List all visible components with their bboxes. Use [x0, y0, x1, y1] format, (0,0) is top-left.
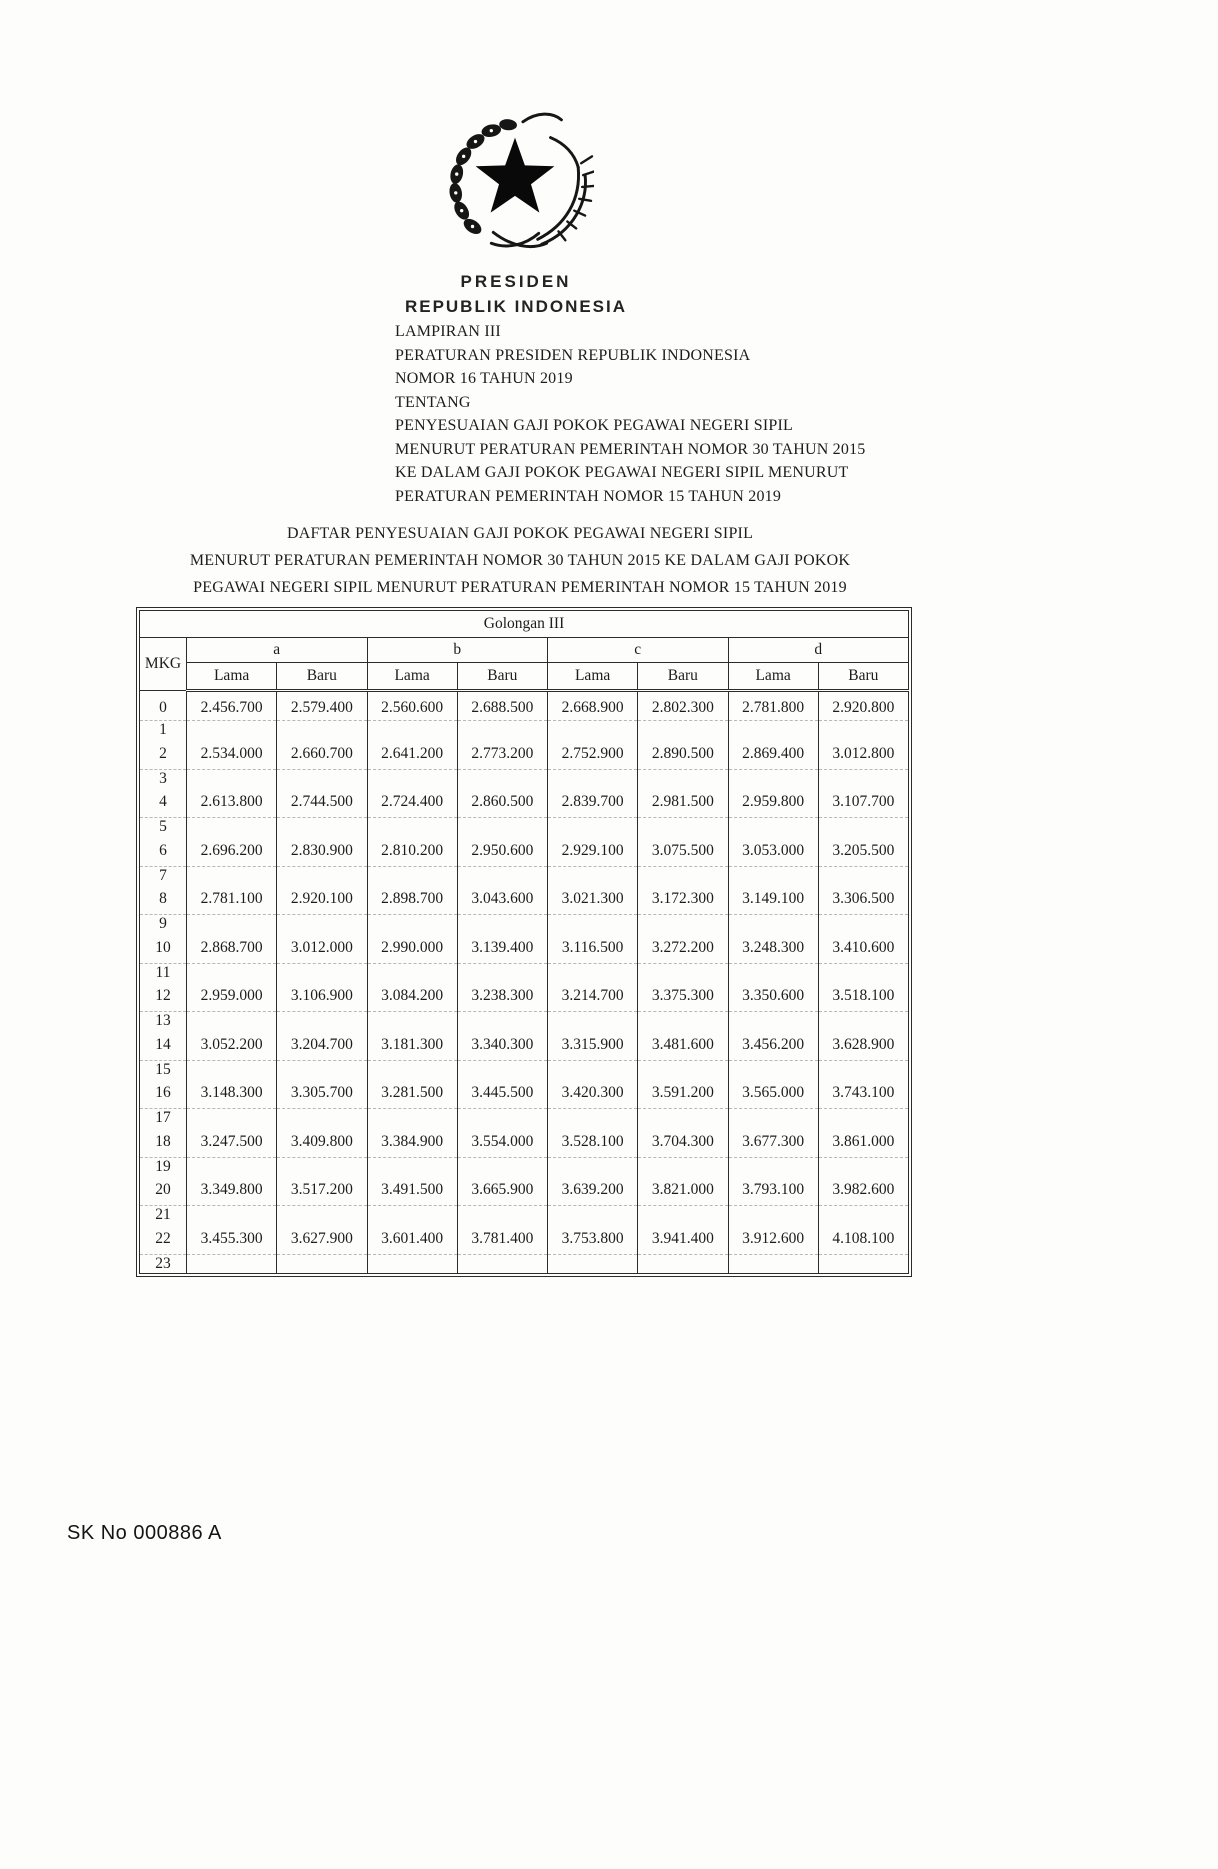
salary-cell [548, 866, 638, 885]
salary-cell [367, 769, 457, 788]
salary-cell [638, 1109, 728, 1128]
mkg-value: 1 [159, 721, 167, 738]
salary-cell [457, 721, 547, 740]
salary-cell: 3.445.500 [457, 1079, 547, 1109]
lampiran-line: KE DALAM GAJI POKOK PEGAWAI NEGERI SIPIL MENURUT [395, 464, 849, 481]
salary-cell [457, 818, 547, 837]
salary-cell: 2.959.800 [728, 788, 818, 818]
salary-cell [638, 721, 728, 740]
lampiran-line: PERATURAN PRESIDEN REPUBLIK INDONESIA [395, 346, 751, 364]
subheader-lama: Lama [367, 663, 457, 691]
mkg-value: 12 [140, 982, 187, 1012]
salary-cell: 3.528.100 [548, 1127, 638, 1157]
table-row-mkg-19 [140, 1157, 909, 1176]
mkg-value: 16 [140, 1079, 187, 1109]
salary-cell: 3.941.400 [638, 1224, 728, 1254]
salary-cell [548, 1012, 638, 1031]
salary-cell [728, 721, 818, 740]
mkg-value: 0 [140, 691, 187, 721]
salary-cell [367, 963, 457, 982]
salary-cell: 3.021.300 [548, 885, 638, 915]
salary-cell: 3.075.500 [638, 836, 728, 866]
sk-number: SK No 000886 A [67, 1522, 222, 1544]
salary-cell [638, 1206, 728, 1225]
salary-cell [457, 963, 547, 982]
salary-cell [638, 769, 728, 788]
salary-cell: 2.456.700 [187, 691, 277, 721]
salary-cell: 3.384.900 [367, 1127, 457, 1157]
salary-cell: 3.677.300 [728, 1127, 818, 1157]
salary-cell: 3.012.000 [277, 933, 367, 963]
table-row-mkg-9 [140, 915, 909, 934]
group-header-row [140, 638, 909, 663]
table-row-mkg-0 [140, 691, 909, 721]
salary-cell: 3.861.000 [818, 1127, 908, 1157]
salary-cell: 3.053.000 [728, 836, 818, 866]
salary-cell [457, 915, 547, 934]
salary-cell [818, 721, 908, 740]
salary-cell [728, 818, 818, 837]
table-row-mkg-15 [140, 1060, 909, 1079]
salary-cell [367, 1109, 457, 1128]
salary-cell: 2.696.200 [187, 836, 277, 866]
salary-cell [187, 1206, 277, 1225]
salary-cell [457, 866, 547, 885]
mkg-value: 9 [159, 915, 167, 932]
group-header-b: b [367, 638, 548, 663]
salary-cell: 3.084.200 [367, 982, 457, 1012]
salary-cell [457, 1060, 547, 1079]
salary-cell: 2.830.900 [277, 836, 367, 866]
salary-cell: 2.890.500 [638, 739, 728, 769]
mkg-value: 4 [140, 788, 187, 818]
salary-cell: 2.810.200 [367, 836, 457, 866]
salary-cell: 2.781.800 [728, 691, 818, 721]
table-row-mkg-12 [140, 982, 909, 1012]
mkg-value: 13 [155, 1012, 171, 1029]
salary-cell [457, 1157, 547, 1176]
letterhead [0, 272, 1032, 317]
salary-cell [728, 1060, 818, 1079]
salary-cell [818, 866, 908, 885]
mkg-value: 21 [155, 1206, 171, 1223]
group-header-d: d [728, 638, 909, 663]
salary-cell [728, 1254, 818, 1273]
salary-cell [818, 963, 908, 982]
table-row-mkg-6 [140, 836, 909, 866]
salary-cell: 3.149.100 [728, 885, 818, 915]
salary-cell: 3.350.600 [728, 982, 818, 1012]
salary-cell: 3.052.200 [187, 1030, 277, 1060]
salary-cell: 2.534.000 [187, 739, 277, 769]
star-wreath-seal-icon [436, 104, 594, 262]
salary-table-body [140, 691, 909, 1274]
salary-cell: 3.481.600 [638, 1030, 728, 1060]
salary-cell [548, 721, 638, 740]
salary-cell [728, 1157, 818, 1176]
title-line: DAFTAR PENYESUAIAN GAJI POKOK PEGAWAI NEGERI SIPIL [286, 525, 754, 542]
salary-cell: 2.724.400 [367, 788, 457, 818]
salary-cell: 2.773.200 [457, 739, 547, 769]
salary-cell [638, 866, 728, 885]
salary-cell: 3.601.400 [367, 1224, 457, 1254]
table-row-mkg-18 [140, 1127, 909, 1157]
salary-cell [638, 818, 728, 837]
mkg-value: 20 [140, 1176, 187, 1206]
salary-cell [818, 1157, 908, 1176]
salary-cell [367, 721, 457, 740]
salary-cell: 2.959.000 [187, 982, 277, 1012]
salary-cell: 2.869.400 [728, 739, 818, 769]
salary-cell [187, 818, 277, 837]
salary-cell [187, 1012, 277, 1031]
salary-cell [638, 1060, 728, 1079]
salary-cell [457, 1206, 547, 1225]
salary-cell: 3.315.900 [548, 1030, 638, 1060]
table-row-mkg-14 [140, 1030, 909, 1060]
mkg-value: 22 [140, 1224, 187, 1254]
salary-cell [548, 915, 638, 934]
salary-cell: 3.456.200 [728, 1030, 818, 1060]
salary-cell [818, 1206, 908, 1225]
sub-header-row [140, 663, 909, 691]
salary-cell [818, 818, 908, 837]
salary-cell [187, 1060, 277, 1079]
group-header-a: a [187, 638, 368, 663]
table-row-mkg-4 [140, 788, 909, 818]
salary-cell [277, 1254, 367, 1273]
mkg-value: 2 [140, 739, 187, 769]
salary-cell: 3.012.800 [818, 739, 908, 769]
salary-cell: 3.349.800 [187, 1176, 277, 1206]
salary-cell [187, 721, 277, 740]
table-row-mkg-1 [140, 721, 909, 740]
lampiran-line: PERATURAN PEMERINTAH NOMOR 15 TAHUN 2019 [395, 487, 782, 505]
salary-cell [277, 721, 367, 740]
salary-cell [187, 1109, 277, 1128]
salary-cell: 2.744.500 [277, 788, 367, 818]
salary-cell: 2.868.700 [187, 933, 277, 963]
title-line: MENURUT PERATURAN PEMERINTAH NOMOR 30 TAHUN 2015 KE DALAM GAJI POKOK [189, 552, 851, 569]
salary-cell [187, 769, 277, 788]
salary-cell: 3.704.300 [638, 1127, 728, 1157]
salary-cell [367, 1157, 457, 1176]
salary-cell: 2.990.000 [367, 933, 457, 963]
mkg-value: 19 [155, 1157, 171, 1175]
salary-cell: 3.148.300 [187, 1079, 277, 1109]
salary-cell: 3.665.900 [457, 1176, 547, 1206]
salary-cell: 2.613.800 [187, 788, 277, 818]
salary-cell [277, 1206, 367, 1225]
salary-cell: 3.517.200 [277, 1176, 367, 1206]
mkg-value: 14 [140, 1030, 187, 1060]
subheader-baru: Baru [457, 663, 547, 691]
salary-cell [548, 1060, 638, 1079]
salary-cell [187, 915, 277, 934]
salary-cell: 3.821.000 [638, 1176, 728, 1206]
subheader-baru: Baru [638, 663, 728, 691]
salary-cell [548, 818, 638, 837]
salary-cell [548, 963, 638, 982]
salary-cell [187, 1254, 277, 1273]
salary-cell: 3.272.200 [638, 933, 728, 963]
salary-cell: 3.753.800 [548, 1224, 638, 1254]
document-title [0, 520, 1040, 601]
salary-cell: 2.981.500 [638, 788, 728, 818]
mkg-value: 23 [155, 1254, 171, 1272]
table-row-mkg-5 [140, 818, 909, 837]
salary-cell [367, 818, 457, 837]
letterhead-republik-indonesia: REPUBLIK INDONESIA [404, 297, 628, 316]
state-emblem [436, 104, 594, 262]
salary-cell [457, 1012, 547, 1031]
table-row-mkg-7 [140, 866, 909, 885]
salary-cell: 3.793.100 [728, 1176, 818, 1206]
mkg-value: 17 [155, 1109, 171, 1126]
salary-cell: 3.743.100 [818, 1079, 908, 1109]
salary-cell: 3.565.000 [728, 1079, 818, 1109]
salary-cell: 2.641.200 [367, 739, 457, 769]
salary-cell: 3.591.200 [638, 1079, 728, 1109]
salary-cell: 3.375.300 [638, 982, 728, 1012]
table-row-mkg-11 [140, 963, 909, 982]
salary-cell: 3.982.600 [818, 1176, 908, 1206]
salary-cell: 3.781.400 [457, 1224, 547, 1254]
mkg-value: 3 [159, 769, 167, 787]
lampiran-line: PENYESUAIAN GAJI POKOK PEGAWAI NEGERI SIPIL [395, 417, 793, 434]
subheader-lama: Lama [187, 663, 277, 691]
table-row-mkg-20 [140, 1176, 909, 1206]
salary-cell [548, 1254, 638, 1273]
salary-cell [367, 1060, 457, 1079]
salary-cell: 4.108.100 [818, 1224, 908, 1254]
salary-cell [818, 1060, 908, 1079]
salary-table-wrap [136, 607, 912, 1277]
subheader-lama: Lama [728, 663, 818, 691]
mkg-value: 11 [155, 963, 171, 981]
salary-cell: 2.860.500 [457, 788, 547, 818]
title-line: PEGAWAI NEGERI SIPIL MENURUT PERATURAN PEMERINTAH NOMOR 15 TAHUN 2019 [193, 579, 847, 596]
salary-cell: 2.752.900 [548, 739, 638, 769]
salary-cell [548, 1206, 638, 1225]
salary-cell: 3.420.300 [548, 1079, 638, 1109]
salary-cell [818, 769, 908, 788]
salary-cell: 3.628.900 [818, 1030, 908, 1060]
lampiran-line: TENTANG [395, 393, 471, 411]
salary-cell [277, 915, 367, 934]
subheader-baru: Baru [818, 663, 908, 691]
mkg-value: 5 [159, 818, 167, 835]
salary-cell: 2.898.700 [367, 885, 457, 915]
salary-cell [728, 1012, 818, 1031]
salary-cell [548, 1157, 638, 1176]
salary-cell [818, 1254, 908, 1273]
salary-cell [367, 866, 457, 885]
lampiran-line: LAMPIRAN III [395, 323, 501, 340]
salary-cell: 2.781.100 [187, 885, 277, 915]
salary-table-head [140, 611, 909, 691]
salary-cell [277, 1109, 367, 1128]
salary-cell [277, 1060, 367, 1079]
salary-cell [818, 915, 908, 934]
group-header-c: c [548, 638, 729, 663]
salary-cell: 3.139.400 [457, 933, 547, 963]
salary-cell [728, 963, 818, 982]
mkg-value: 18 [140, 1127, 187, 1157]
salary-cell [728, 1109, 818, 1128]
table-row-mkg-2 [140, 739, 909, 769]
salary-cell [638, 1157, 728, 1176]
salary-cell: 3.305.700 [277, 1079, 367, 1109]
salary-cell: 2.688.500 [457, 691, 547, 721]
salary-cell: 3.106.900 [277, 982, 367, 1012]
salary-cell [187, 866, 277, 885]
salary-cell [728, 915, 818, 934]
salary-cell [187, 1157, 277, 1176]
mkg-column-header: MKG [140, 638, 187, 691]
salary-cell: 3.107.700 [818, 788, 908, 818]
salary-cell [457, 1109, 547, 1128]
salary-table [139, 610, 909, 1274]
salary-cell: 3.410.600 [818, 933, 908, 963]
salary-cell: 2.920.100 [277, 885, 367, 915]
salary-cell: 2.950.600 [457, 836, 547, 866]
salary-cell: 3.340.300 [457, 1030, 547, 1060]
salary-cell: 3.205.500 [818, 836, 908, 866]
salary-cell: 3.204.700 [277, 1030, 367, 1060]
salary-cell [277, 769, 367, 788]
table-row-mkg-13 [140, 1012, 909, 1031]
salary-cell [818, 1109, 908, 1128]
table-row-mkg-3 [140, 769, 909, 788]
subheader-baru: Baru [277, 663, 367, 691]
salary-cell: 3.238.300 [457, 982, 547, 1012]
salary-cell: 2.660.700 [277, 739, 367, 769]
salary-cell [548, 1109, 638, 1128]
lampiran-block [395, 320, 865, 508]
subheader-lama: Lama [548, 663, 638, 691]
salary-cell: 2.920.800 [818, 691, 908, 721]
salary-cell: 2.668.900 [548, 691, 638, 721]
salary-cell [277, 963, 367, 982]
salary-cell: 3.248.300 [728, 933, 818, 963]
salary-cell: 3.247.500 [187, 1127, 277, 1157]
salary-cell [638, 1012, 728, 1031]
golongan-header: Golongan III [140, 611, 909, 638]
salary-cell: 2.579.400 [277, 691, 367, 721]
mkg-value: 10 [140, 933, 187, 963]
salary-cell: 2.560.600 [367, 691, 457, 721]
salary-cell: 2.802.300 [638, 691, 728, 721]
salary-cell [367, 1206, 457, 1225]
salary-cell [638, 915, 728, 934]
salary-cell [728, 1206, 818, 1225]
table-row-mkg-10 [140, 933, 909, 963]
salary-cell: 2.929.100 [548, 836, 638, 866]
lampiran-line: MENURUT PERATURAN PEMERINTAH NOMOR 30 TAHUN 2015 [395, 440, 866, 458]
salary-cell: 3.281.500 [367, 1079, 457, 1109]
salary-cell: 3.491.500 [367, 1176, 457, 1206]
salary-cell: 3.554.000 [457, 1127, 547, 1157]
salary-cell: 3.912.600 [728, 1224, 818, 1254]
salary-cell [728, 769, 818, 788]
letterhead-presiden: PRESIDEN [460, 272, 572, 291]
salary-cell [367, 1012, 457, 1031]
salary-cell: 3.181.300 [367, 1030, 457, 1060]
salary-cell [367, 915, 457, 934]
salary-cell: 3.043.600 [457, 885, 547, 915]
salary-cell [728, 866, 818, 885]
salary-cell: 3.627.900 [277, 1224, 367, 1254]
salary-cell: 3.214.700 [548, 982, 638, 1012]
salary-cell: 3.518.100 [818, 982, 908, 1012]
golongan-header-row [140, 611, 909, 638]
salary-cell [187, 963, 277, 982]
salary-cell [457, 769, 547, 788]
salary-cell: 2.839.700 [548, 788, 638, 818]
mkg-value: 8 [140, 885, 187, 915]
mkg-value: 15 [155, 1060, 171, 1078]
salary-cell: 3.172.300 [638, 885, 728, 915]
mkg-value: 6 [140, 836, 187, 866]
table-row-mkg-16 [140, 1079, 909, 1109]
salary-cell: 3.455.300 [187, 1224, 277, 1254]
lampiran-line: NOMOR 16 TAHUN 2019 [395, 370, 573, 387]
salary-cell [277, 1012, 367, 1031]
salary-cell: 3.116.500 [548, 933, 638, 963]
salary-cell [277, 1157, 367, 1176]
salary-cell [367, 1254, 457, 1273]
salary-cell: 3.639.200 [548, 1176, 638, 1206]
salary-cell [638, 1254, 728, 1273]
table-row-mkg-8 [140, 885, 909, 915]
table-row-mkg-22 [140, 1224, 909, 1254]
salary-cell [548, 769, 638, 788]
salary-cell [277, 818, 367, 837]
mkg-value: 7 [159, 866, 167, 884]
table-row-mkg-17 [140, 1109, 909, 1128]
table-row-mkg-21 [140, 1206, 909, 1225]
salary-cell [457, 1254, 547, 1273]
salary-cell [638, 963, 728, 982]
salary-cell [818, 1012, 908, 1031]
salary-cell: 3.306.500 [818, 885, 908, 915]
salary-cell: 3.409.800 [277, 1127, 367, 1157]
salary-cell [277, 866, 367, 885]
table-row-mkg-23 [140, 1254, 909, 1273]
